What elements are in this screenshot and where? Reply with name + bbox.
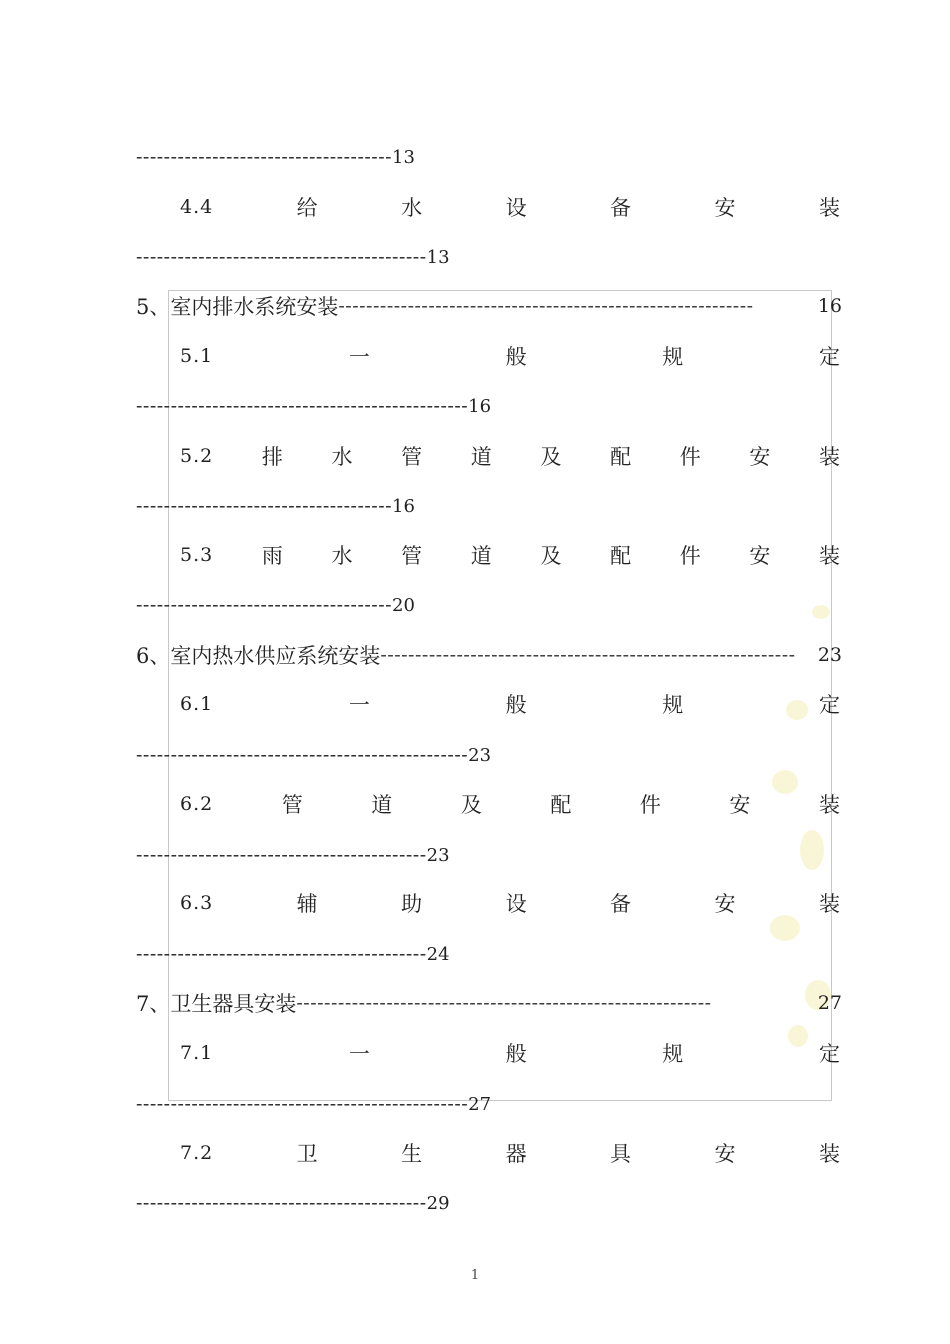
entry-char: 一 xyxy=(348,345,370,369)
entry-char: 安 xyxy=(714,1142,736,1166)
toc-entry-5-1[interactable] xyxy=(180,341,840,371)
entry-char: 及 xyxy=(540,544,562,568)
section-leader: ------------------------------------------------------------ xyxy=(338,295,754,317)
section-title: 6、室内热水供应系统安装 xyxy=(136,644,381,668)
toc-leader-line: ------------------------------------------23 xyxy=(136,844,450,866)
entry-char: 定 xyxy=(818,345,840,369)
entry-char: 设 xyxy=(505,196,527,220)
entry-char: 定 xyxy=(818,693,840,717)
entry-number: 7.1 xyxy=(180,1042,214,1064)
entry-char: 器 xyxy=(505,1142,527,1166)
toc-entry-5-2[interactable] xyxy=(180,441,840,471)
entry-char: 装 xyxy=(818,196,840,220)
toc-leader-line: ------------------------------------------------23 xyxy=(136,744,492,766)
toc-entry-6-1[interactable] xyxy=(180,689,840,719)
entry-char: 般 xyxy=(505,345,527,369)
entry-char: 装 xyxy=(818,892,840,916)
toc-section-heading[interactable] xyxy=(136,640,842,670)
entry-char: 安 xyxy=(714,196,736,220)
entry-number: 5.3 xyxy=(180,544,214,566)
entry-char: 安 xyxy=(749,445,771,469)
entry-number: 5.2 xyxy=(180,445,214,467)
entry-char: 管 xyxy=(401,544,423,568)
toc-entry-7-1[interactable] xyxy=(180,1038,840,1068)
entry-char: 装 xyxy=(818,544,840,568)
entry-char: 卫 xyxy=(296,1142,318,1166)
entry-char: 定 xyxy=(818,1042,840,1066)
entry-char: 助 xyxy=(401,892,423,916)
entry-char: 安 xyxy=(714,892,736,916)
toc-leader-line: ------------------------------------------13 xyxy=(136,246,450,268)
entry-char: 雨 xyxy=(261,544,283,568)
section-page: 16 xyxy=(817,295,842,317)
toc-leader-line: -------------------------------------13 xyxy=(136,146,415,168)
toc-section-heading[interactable] xyxy=(136,988,842,1018)
toc-leader-line: ------------------------------------------24 xyxy=(136,943,450,965)
toc-entry-4-4[interactable] xyxy=(180,192,840,222)
entry-char: 装 xyxy=(818,793,840,817)
entry-char: 水 xyxy=(331,445,353,469)
entry-char: 件 xyxy=(679,445,701,469)
entry-char: 及 xyxy=(460,793,482,817)
entry-char: 备 xyxy=(610,892,632,916)
entry-char: 配 xyxy=(610,544,632,568)
entry-number: 6.2 xyxy=(180,793,214,815)
entry-char: 规 xyxy=(662,1042,684,1066)
entry-char: 规 xyxy=(662,345,684,369)
entry-char: 及 xyxy=(540,445,562,469)
toc-leader-line: -------------------------------------16 xyxy=(136,495,415,517)
entry-char: 水 xyxy=(331,544,353,568)
entry-char: 管 xyxy=(281,793,303,817)
toc-leader-line: ------------------------------------------29 xyxy=(136,1192,450,1214)
entry-char: 水 xyxy=(401,196,423,220)
entry-char: 配 xyxy=(550,793,572,817)
section-leader: ------------------------------------------------------------ xyxy=(296,992,712,1014)
entry-char: 件 xyxy=(679,544,701,568)
entry-char: 备 xyxy=(610,196,632,220)
entry-char: 道 xyxy=(371,793,393,817)
toc-entry-6-3[interactable] xyxy=(180,888,840,918)
entry-number: 5.1 xyxy=(180,345,214,367)
entry-char: 一 xyxy=(348,1042,370,1066)
entry-char: 般 xyxy=(505,1042,527,1066)
entry-char: 件 xyxy=(639,793,661,817)
toc-leader-line: -------------------------------------20 xyxy=(136,594,415,616)
entry-char: 安 xyxy=(729,793,751,817)
section-page: 23 xyxy=(817,644,842,666)
section-title: 7、卫生器具安装 xyxy=(136,992,297,1016)
entry-char: 给 xyxy=(296,196,318,220)
section-title: 5、室内排水系统安装 xyxy=(136,295,339,319)
entry-char: 排 xyxy=(261,445,283,469)
entry-char: 规 xyxy=(662,693,684,717)
toc-entry-6-2[interactable] xyxy=(180,789,840,819)
entry-char: 装 xyxy=(818,445,840,469)
entry-char: 安 xyxy=(749,544,771,568)
entry-char: 装 xyxy=(818,1142,840,1166)
toc-section-heading[interactable] xyxy=(136,291,842,321)
watermark-blot xyxy=(770,915,800,941)
entry-number: 7.2 xyxy=(180,1142,214,1164)
entry-char: 具 xyxy=(610,1142,632,1166)
page-number: 1 xyxy=(470,1268,480,1283)
toc-entry-5-3[interactable] xyxy=(180,540,840,570)
entry-char: 配 xyxy=(610,445,632,469)
toc-leader-line: ------------------------------------------------16 xyxy=(136,395,492,417)
entry-number: 4.4 xyxy=(180,196,214,218)
entry-char: 般 xyxy=(505,693,527,717)
section-page: 27 xyxy=(817,992,842,1014)
toc-entry-7-2[interactable] xyxy=(180,1138,840,1168)
watermark-blot xyxy=(800,830,824,870)
entry-char: 设 xyxy=(505,892,527,916)
entry-char: 辅 xyxy=(296,892,318,916)
entry-char: 生 xyxy=(401,1142,423,1166)
entry-char: 道 xyxy=(470,544,492,568)
entry-number: 6.3 xyxy=(180,892,214,914)
entry-char: 一 xyxy=(348,693,370,717)
entry-char: 道 xyxy=(470,445,492,469)
toc-leader-line: ------------------------------------------------27 xyxy=(136,1093,492,1115)
section-leader: ------------------------------------------------------------ xyxy=(380,644,796,666)
watermark-blot xyxy=(812,605,830,619)
entry-number: 6.1 xyxy=(180,693,214,715)
entry-char: 管 xyxy=(401,445,423,469)
